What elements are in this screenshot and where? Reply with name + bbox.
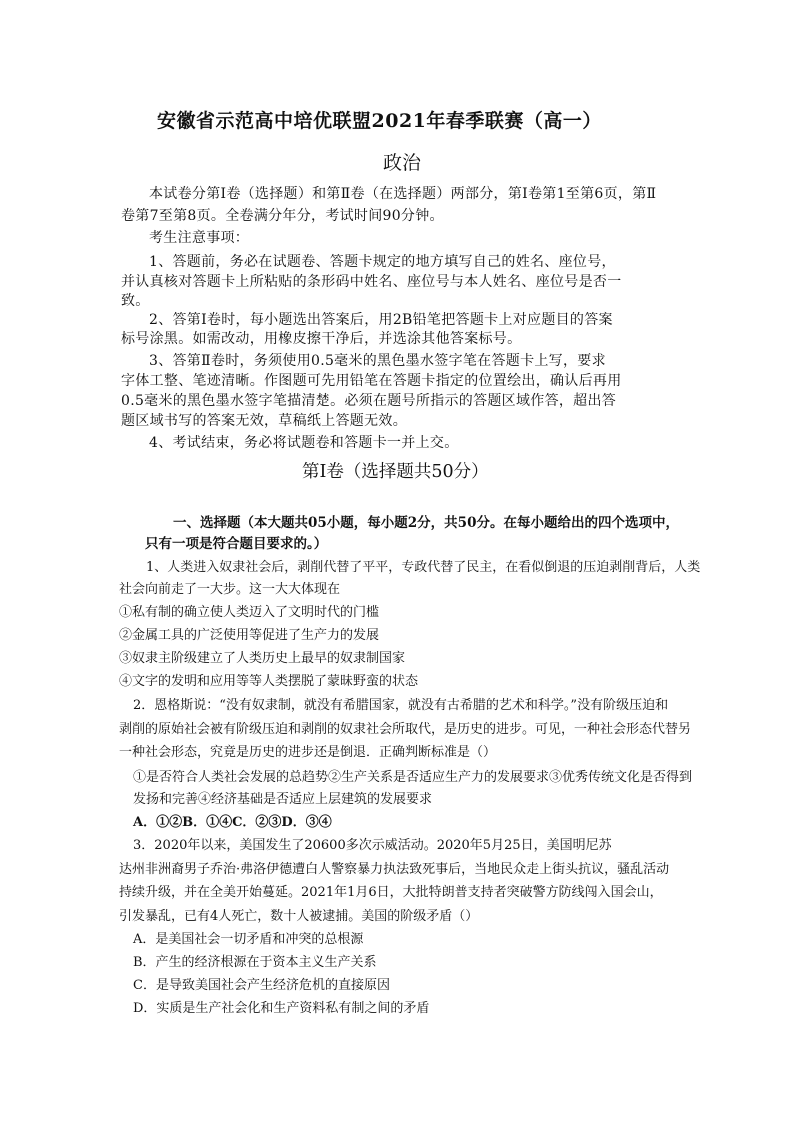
intro-line: 本试卷分第Ⅰ卷（选择题）和第Ⅱ卷（在选择题）两部分，第Ⅰ卷第1至第6页，第Ⅱ <box>149 186 657 202</box>
section-heading: 一、选择题（本大题共05小题，每小题2分，共50分。在每小题给出的四个选项中， <box>173 515 679 531</box>
option: ②金属工具的广泛使用等促进了生产力的发展 <box>119 628 380 643</box>
option: ①私有制的确立使人类迈入了文明时代的门槛 <box>119 605 380 620</box>
intro-line: 4、考试结束，务必将试题卷和答题卡一并上交。 <box>149 435 459 451</box>
intro-line: 字体工整、笔迹清晰。作图题可先用铅笔在答题卡指定的位置绘出，确认后再用 <box>121 373 622 389</box>
intro-line: 3、答第Ⅱ卷时，务须使用0.5毫米的黑色墨水签字笔在答题卡上写，要求 <box>149 353 606 369</box>
option: C．是导致美国社会产生经济危机的直接原因 <box>133 978 390 993</box>
answer-choices: A．①②B．①④C．②③D．③④ <box>133 815 332 830</box>
option: 发扬和完善④经济基础是否适应上层建筑的发展要求 <box>133 792 433 807</box>
question-stem: 引发暴乱，已有4人死亡，数十人被逮捕。美国的阶级矛盾（） <box>119 909 479 924</box>
notice-heading: 考生注意事项： <box>149 230 250 246</box>
option: ③奴隶主阶级建立了人类历史上最早的奴隶制国家 <box>119 651 406 666</box>
section-heading: 只有一项是符合题目要求的。） <box>145 536 328 552</box>
question-stem: 持续升级，并在全美开始蔓延。2021年1月6日，大批特朗普支持者突破警方防线闯入国会山， <box>119 885 663 900</box>
intro-line: 并认真核对答题卡上所粘贴的条形码中姓名、座位号与本人姓名、座位号是否一 <box>121 274 622 290</box>
option: A．是美国社会一切矛盾和冲突的总根源 <box>133 932 364 947</box>
intro-line: 标号涂黑。如需改动，用橡皮擦干净后，并选涂其他答案标号。 <box>121 331 522 347</box>
question-stem: 3．2020年以来，美国发生了20600多次示威活动。2020年5月25日，美国明尼苏 <box>133 838 612 853</box>
question-stem: 剥削的原始社会被有阶级压迫和剥削的奴隶社会所取代，是历史的进步。可见，一种社会形态代替另 <box>119 722 692 737</box>
intro-line: 2、答第Ⅰ卷时，每小题选出答案后，用2B铅笔把答题卡上对应题目的答案 <box>149 312 613 328</box>
question-stem: 一种社会形态，究竟是历史的进步还是倒退．正确判断标准是（） <box>119 745 497 760</box>
intro-line: 1、答题前，务必在试题卷、答题卡规定的地方填写自己的姓名、座位号， <box>149 254 616 270</box>
question-stem: 2．恩格斯说：“没有奴隶制，就没有希腊国家，就没有古希腊的艺术和科学。”没有阶级压迫和 <box>133 698 669 713</box>
option: D．实质是生产社会化和生产资料私有制之间的矛盾 <box>133 1001 430 1016</box>
intro-line: 卷第7至第8页。全卷满分年分，考试时间90分钟。 <box>121 208 444 224</box>
question-stem: 社会向前走了一大步。这一大大体现在 <box>119 582 341 597</box>
subject-title: 政治 <box>383 152 422 174</box>
section-title: 第Ⅰ卷（选择题共50分） <box>302 462 489 482</box>
option: ①是否符合人类社会发展的总趋势②生产关系是否适应生产力的发展要求③优秀传统文化是否得到 <box>133 770 693 785</box>
intro-line: 致。 <box>121 293 150 309</box>
intro-line: 题区域书写的答案无效，草稿纸上答题无效。 <box>121 413 407 429</box>
intro-line: 0.5毫米的黑色墨水签字笔描清楚。必须在题号所指示的答题区域作答，超出答 <box>121 393 617 409</box>
exam-title: 安徽省示范高中培优联盟2021年春季联赛（高一） <box>157 110 602 132</box>
question-stem: 达州非洲裔男子乔治·弗洛伊德遭白人警察暴力执法致死事后，当地民众走上街头抗议，骚乱活动 <box>119 862 670 877</box>
option: ④文字的发明和应用等等人类摆脱了蒙昧野蛮的状态 <box>119 674 419 689</box>
question-stem: 1、人类进入奴隶社会后，剥削代替了平平，专政代替了民主，在看似倒退的压迫剥削背后，人类 <box>146 560 701 575</box>
option: B．产生的经济根源在于资本主义生产关系 <box>133 955 377 970</box>
